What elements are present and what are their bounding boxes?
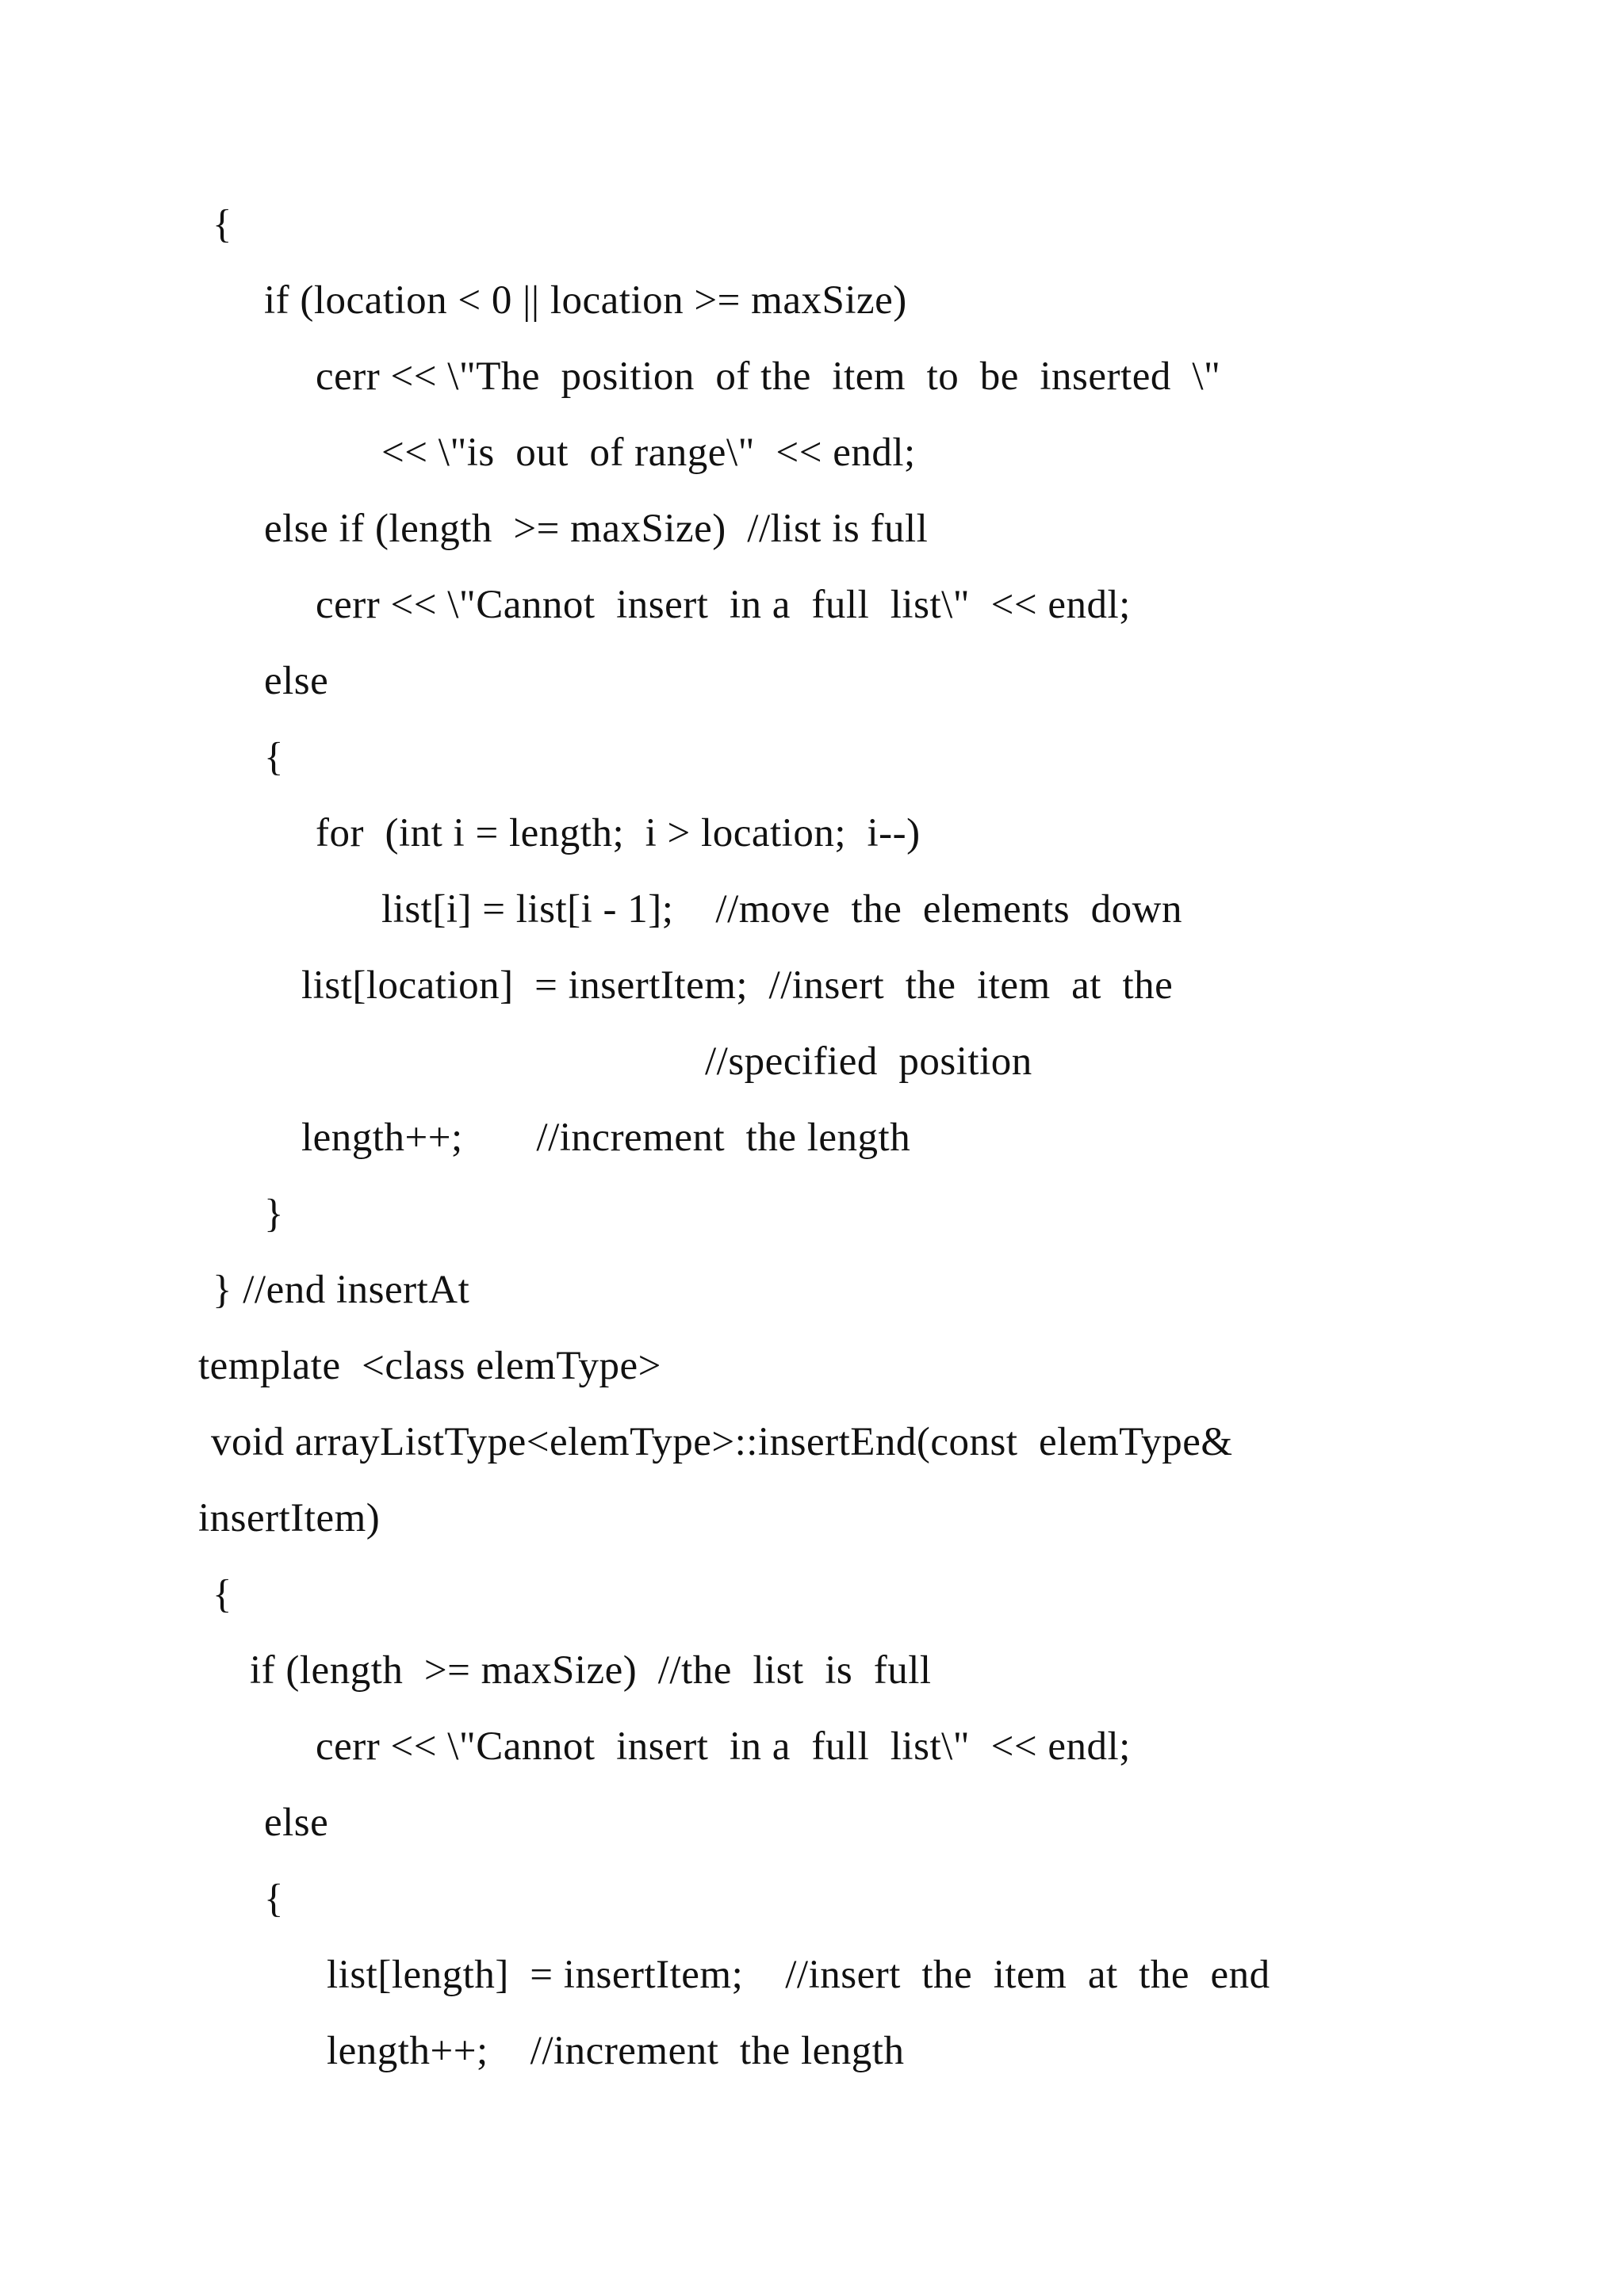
code-line: else <box>264 659 329 703</box>
code-line: } <box>264 1192 284 1236</box>
code-line: length++; //increment the length <box>301 1115 911 1160</box>
code-line: { <box>264 1877 284 1921</box>
code-line: cerr << \"Cannot insert in a full list\" << endl; <box>316 583 1131 627</box>
code-line: cerr << \"Cannot insert in a full list\" << endl; <box>316 1724 1131 1769</box>
code-line: length++; //increment the length <box>327 2029 905 2073</box>
code-line: cerr << \"The position of the item to be inserted \" <box>316 354 1221 399</box>
code-line: insertItem) <box>198 1496 381 1540</box>
code-line: list[i] = list[i - 1]; //move the elements down <box>381 887 1182 932</box>
code-line: list[length] = insertItem; //insert the item at the end <box>327 1953 1270 1997</box>
code-line: void arrayListType<elemType>::insertEnd(const elemType& <box>211 1420 1233 1464</box>
code-line: else if (length >= maxSize) //list is full <box>264 507 929 551</box>
code-line: { <box>213 202 232 247</box>
code-line: template <class elemType> <box>198 1344 661 1388</box>
code-line: { <box>213 1572 232 1617</box>
code-line: } //end insertAt <box>213 1268 470 1312</box>
code-line: else <box>264 1800 329 1845</box>
code-line: if (length >= maxSize) //the list is full <box>250 1648 932 1693</box>
code-line: list[location] = insertItem; //insert the item at the <box>301 963 1174 1008</box>
code-line: { <box>264 735 284 779</box>
code-line: for (int i = length; i > location; i--) <box>316 811 921 855</box>
code-line: if (location < 0 || location >= maxSize) <box>264 278 907 323</box>
code-line: << \"is out of range\" << endl; <box>381 430 916 475</box>
code-line: //specified position <box>705 1039 1032 1084</box>
